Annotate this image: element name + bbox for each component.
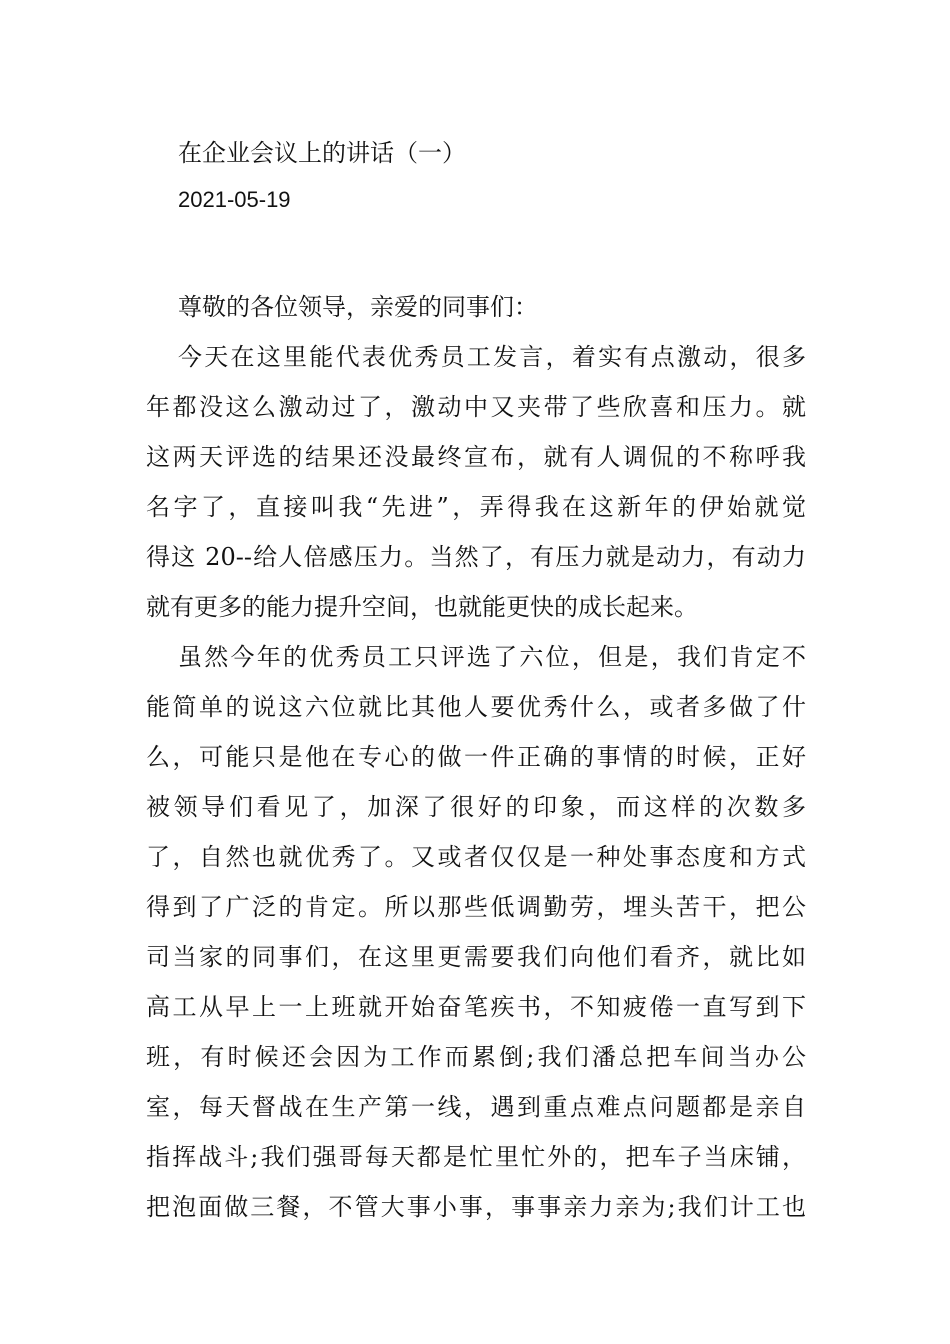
paragraph-line: 今天在这里能代表优秀员工发言，着实有点激动，很多 bbox=[178, 343, 806, 371]
paragraph-line: 虽然今年的优秀员工只评选了六位，但是，我们肯定不 bbox=[178, 643, 806, 671]
paragraph-line: 了，自然也就优秀了。又或者仅仅是一种处事态度和方式 bbox=[146, 843, 806, 871]
paragraph-line: 就有更多的能力提升空间，也就能更快的成长起来。 bbox=[146, 593, 698, 621]
paragraph-line: 年都没这么激动过了，激动中又夹带了些欣喜和压力。就 bbox=[146, 393, 806, 421]
salutation-line: 尊敬的各位领导，亲爱的同事们： bbox=[178, 293, 538, 321]
paragraph-line: 室，每天督战在生产第一线，遇到重点难点问题都是亲自 bbox=[146, 1093, 806, 1121]
paragraph-line: 这两天评选的结果还没最终宣布，就有人调侃的不称呼我 bbox=[146, 443, 806, 471]
paragraph-line: 把泡面做三餐，不管大事小事，事事亲力亲为;我们计工也 bbox=[146, 1193, 806, 1221]
paragraph-line: 得到了广泛的肯定。所以那些低调勤劳，埋头苦干，把公 bbox=[146, 893, 806, 921]
paragraph-line: 名字了，直接叫我“先进”，弄得我在这新年的伊始就觉 bbox=[146, 493, 806, 521]
paragraph-line: 司当家的同事们，在这里更需要我们向他们看齐，就比如 bbox=[146, 943, 806, 971]
paragraph-line: 么，可能只是他在专心的做一件正确的事情的时候，正好 bbox=[146, 743, 806, 771]
document-title: 在企业会议上的讲话（一） bbox=[178, 139, 466, 167]
paragraph-line: 得这 20--给人倍感压力。当然了，有压力就是动力，有动力 bbox=[146, 543, 806, 571]
document-date: 2021-05-19 bbox=[178, 187, 291, 212]
paragraph-line: 指挥战斗;我们强哥每天都是忙里忙外的，把车子当床铺， bbox=[146, 1143, 806, 1171]
paragraph-line: 能简单的说这六位就比其他人要优秀什么，或者多做了什 bbox=[146, 693, 806, 721]
paragraph-line bbox=[146, 1232, 806, 1282]
paragraph-line: 高工从早上一上班就开始奋笔疾书，不知疲倦一直写到下 bbox=[146, 993, 806, 1021]
document-body bbox=[146, 282, 806, 1282]
paragraph-line: 被领导们看见了，加深了很好的印象，而这样的次数多 bbox=[146, 793, 806, 821]
paragraph-line: 班，有时候还会因为工作而累倒;我们潘总把车间当办公 bbox=[146, 1043, 806, 1071]
